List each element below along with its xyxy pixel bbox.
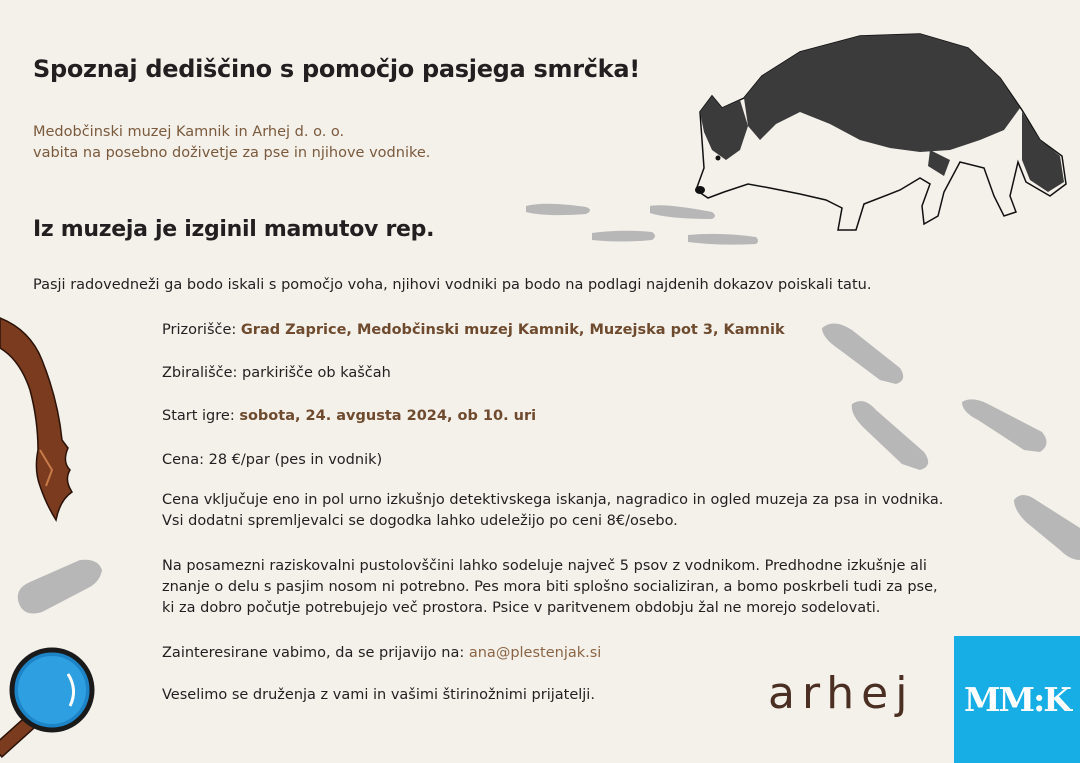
meeting-point: Zbirališče: parkirišče ob kaščah (162, 365, 391, 381)
footprint-icon (650, 205, 715, 219)
mmk-logo-text: MM:K (964, 680, 1070, 719)
footprint-icon (526, 204, 590, 215)
start-label: Start igre: (162, 408, 240, 424)
footprint-icon (962, 399, 1047, 452)
footprint-icon (822, 323, 903, 384)
signup-label: Zainteresirane vabimo, da se prijavijo na: (162, 645, 469, 661)
signup-row (162, 643, 601, 664)
price: Cena: 28 €/par (pes in vodnik) (162, 452, 383, 468)
footprint-icon (852, 401, 928, 470)
page-title: Spoznaj dediščino s pomočjo pasjega smrčka! (33, 55, 640, 83)
story-lead: Pasji radovedneži ga bodo iskali s pomočjo voha, njihovi vodniki pa bodo na podlagi najdenih dokazov poiskali tatu. (33, 277, 872, 293)
text-line: znanje o delu s pasjim nosom ni potrebno. Pes mora biti splošno socializiran, a bomo poskrbeli tudi za pse, (162, 579, 938, 595)
intro-line: vabita na posebno doživetje za pse in njihove vodnike. (33, 145, 431, 161)
price-includes (162, 490, 943, 532)
venue-label: Prizorišče: (162, 322, 241, 338)
footprint-icon (1014, 495, 1080, 560)
footprint-icon (18, 560, 102, 614)
start-row (162, 406, 536, 427)
footprint-icon (688, 234, 758, 245)
magnifying-glass-icon (0, 650, 92, 757)
footprints-top (526, 204, 758, 245)
text-line: Na posamezni raziskovalni pustolovščini lahko sodeluje največ 5 psov z vodnikom. Predhodne izkušnje ali (162, 558, 927, 574)
arhej-logo: arhej (768, 668, 915, 719)
start-value: sobota, 24. avgusta 2024, ob 10. uri (239, 408, 537, 424)
dog-illustration (695, 34, 1066, 230)
story-subtitle: Iz muzeja je izginil mamutov rep. (33, 217, 435, 242)
mammoth-tail-illustration (0, 318, 72, 520)
intro-line: Medobčinski muzej Kamnik in Arhej d. o. o. (33, 124, 345, 140)
mmk-logo (954, 636, 1080, 763)
closing-text: Veselimo se druženja z vami in vašimi štirinožnimi prijatelji. (162, 687, 595, 703)
venue-value: Grad Zaprice, Medobčinski muzej Kamnik, Muzejska pot 3, Kamnik (240, 322, 785, 338)
footprint-icon (592, 231, 655, 242)
text-line: Cena vključuje eno in pol urno izkušnjo detektivskega iskanja, nagradico in ogled muzeja za psa in vodnika. (162, 492, 944, 508)
participation-rules (162, 556, 938, 619)
text-line: Vsi dodatni spremljevalci se dogodka lahko udeležijo po ceni 8€/osebo. (162, 513, 678, 529)
text-line: ki za dobro počutje potrebujejo več prostora. Psice v paritvenem obdobju žal ne morejo sodelovati. (162, 600, 881, 616)
venue-row (162, 320, 785, 341)
signup-email-link[interactable]: ana@plestenjak.si (468, 645, 602, 661)
intro-text (33, 122, 430, 164)
